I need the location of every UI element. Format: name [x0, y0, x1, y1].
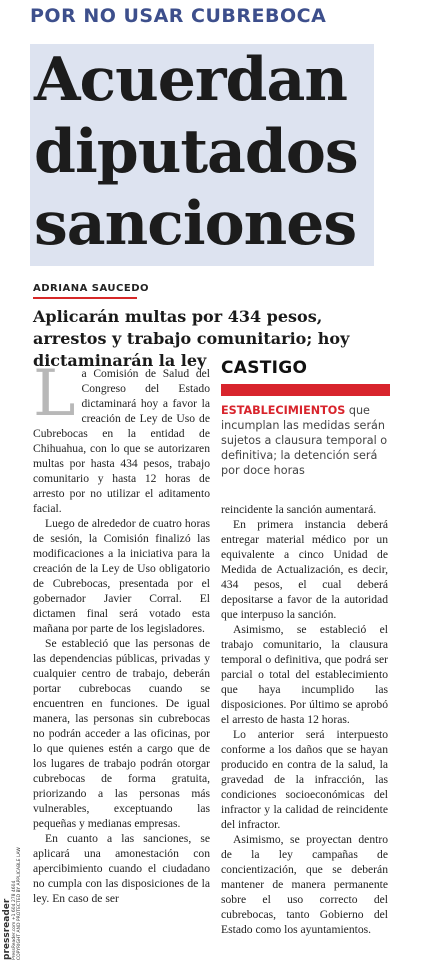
paragraph: La Comisión de Salud del Congreso del Estado dictaminará hoy a favor la creación de Ley de Uso de Cubrebocas en la entidad de Chihuahua, con lo que se autorizaren multas por hasta 434 pesos, trabajo comunitario y hasta 12 horas de arresto por no utilizar el aditamento facial.	[33, 357, 210, 515]
byline: ADRIANA SAUCEDO	[33, 283, 150, 294]
paragraph: En cuanto a las sanciones, se aplicará una amonestación con apercibimiento cuando el ciudadano no cumpla con las disposiciones de la ley. En caso de ser	[33, 832, 210, 905]
credit-line-2: COPYRIGHT AND PROTECTED BY APPLICABLE LAW	[17, 847, 22, 960]
paragraph: Lo anterior será interpuesto conforme a los daños que se hayan producido en contra de la salud, la gravedad de la infracción, las condiciones socioeconómicas del infractor y la calidad de reincidente del infractor.	[221, 728, 388, 831]
paragraph: Asimismo, se proyectan dentro de la ley campañas de concientización, que se deberán mantener de manera permanente sobre el uso correcto del cubrebocas, tanto Gobierno del Estado como los ayuntamientos.	[221, 833, 388, 936]
article-column-right	[221, 502, 388, 937]
kicker: POR NO USAR CUBREBOCA	[30, 5, 327, 27]
paragraph: reincidente la sanción aumentará.	[221, 503, 377, 516]
headline	[34, 44, 358, 260]
paragraph: Luego de alrededor de cuatro horas de sesión, la Comisión finalizó las modificaciones a la iniciativa para la creación de la Ley de Uso obligatorio de Cubrebocas, presentada por el gobernador Javier Corral. El dictamen final será votado esta mañana por parte de los legisladores.	[33, 517, 210, 635]
credit-line-1: PressReader.com +1 604 278 4604	[12, 880, 17, 960]
paragraph: En primera instancia deberá entregar material médico por un equivalente a cinco Unidad de Medida de Actualización, es decir, 434 pesos, el cual deberá depositarse a favor de la autoridad que interpuso la sanción.	[221, 518, 388, 621]
sidebar-box-title: CASTIGO	[221, 358, 308, 378]
drop-cap: L	[33, 357, 76, 431]
paragraph: Se estableció que las personas de las dependencias públicas, privadas y cualquier centro de trabajo, deberán portar cubrebocas cuando se encuentren en funciones. De igual manera, las personas sin cubrebocas no podrán acceder a las oficinas, por lo que quienes estén a cargo que de los lugares de trabajo podrán otorgar cubrebocas de forma gratuita, priorizando a las personas más vulnerables, exceptuando las pequeñas y medianas empresas.	[33, 637, 210, 830]
pressreader-credit	[2, 830, 20, 960]
article-column-left	[33, 357, 210, 906]
headline-line-1: Acuerdan	[34, 45, 347, 115]
sidebar-box-text: ESTABLECIMIENTOS que incumplan las medidas serán sujetos a clausura temporal o definitiva; la detención será por doce horas	[221, 404, 388, 477]
sidebar-box-bar	[221, 384, 390, 396]
sidebar-box-lead: ESTABLECIMIENTOS	[221, 404, 346, 417]
subhead: Aplicarán multas por 434 pesos, arrestos y trabajo comunitario; hoy dictaminarán la ley	[33, 307, 350, 370]
headline-line-3: sanciones	[34, 189, 357, 259]
paragraph: Asimismo, se estableció el trabajo comunitario, la clausura temporal o definitiva, que podrá ser parcial o total del establecimiento que haya incumplido las disposiciones. Por último se aprobó el arresto de hasta 12 horas.	[221, 623, 388, 726]
pressreader-logo: pressreader	[2, 898, 12, 960]
headline-line-2: diputados	[34, 117, 358, 187]
byline-rule	[33, 297, 137, 299]
